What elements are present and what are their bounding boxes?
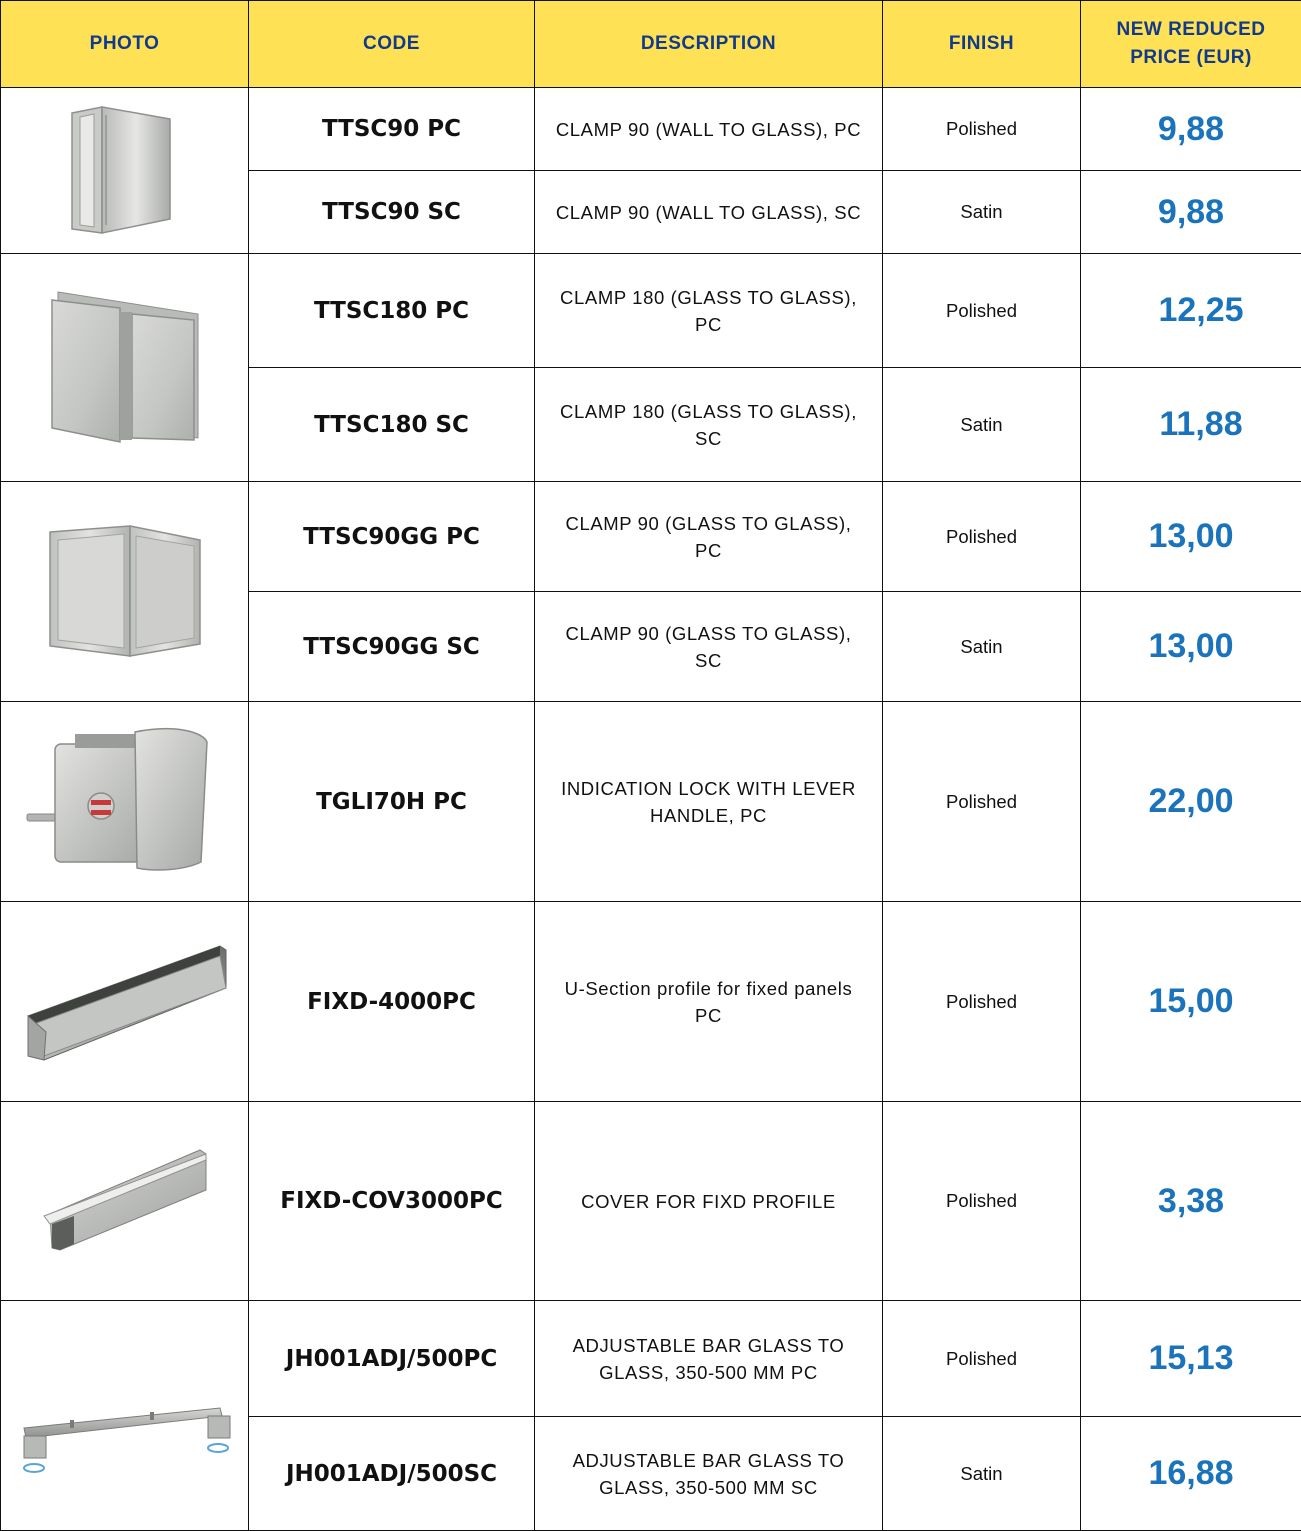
table-row [1,702,1301,902]
header-finish: FINISH [883,1,1081,88]
product-description [535,482,883,592]
product-description [535,1301,883,1417]
photo-cell [1,1102,249,1301]
product-price [1081,368,1301,482]
description-line: ADJUSTABLE BAR GLASS TO [573,1450,845,1471]
product-code: TTSC90 SC [249,171,535,254]
product-finish: Satin [883,1417,1081,1531]
photo-cell [1,902,249,1102]
product-price [1081,1102,1301,1301]
clamp-90-wall-to-glass-icon [60,101,190,241]
product-code: TGLI70H PC [249,702,535,902]
header-photo: PHOTO [1,1,249,88]
description-line: INDICATION LOCK WITH LEVER [561,778,856,799]
product-code: TTSC180 SC [249,368,535,482]
description-line: COVER FOR FIXD PROFILE [581,1191,836,1212]
description-line: CLAMP 90 (WALL TO GLASS), SC [556,202,861,223]
header-row [1,1,1301,88]
product-description [535,1417,883,1531]
description-line: PC [695,1005,722,1026]
price-value: 9,88 [1158,110,1224,148]
photo-cell [1,482,249,702]
photo-cell [1,88,249,254]
product-description [535,902,883,1102]
price-value: 3,38 [1158,1182,1224,1220]
product-description [535,1102,883,1301]
description-line: PC [695,314,722,335]
product-price [1081,482,1301,592]
price-value: 13,00 [1148,627,1233,665]
product-finish: Satin [883,368,1081,482]
product-price [1081,902,1301,1102]
description-line: CLAMP 90 (WALL TO GLASS), PC [556,119,861,140]
table-row [1,902,1301,1102]
price-value: 15,00 [1148,982,1233,1020]
u-section-profile-icon [20,932,230,1072]
header-description: DESCRIPTION [535,1,883,88]
adjustable-bar-icon [10,1406,240,1496]
product-finish: Polished [883,702,1081,902]
price-value: 11,88 [1159,405,1242,443]
product-finish: Polished [883,1102,1081,1301]
product-price [1081,1301,1301,1417]
price-value: 15,13 [1148,1339,1233,1377]
product-price [1081,88,1301,171]
table-row [1,254,1301,368]
product-description [535,702,883,902]
price-value: 16,88 [1148,1454,1233,1492]
header-price-line1: NEW REDUCED [1116,19,1265,40]
description-line: ADJUSTABLE BAR GLASS TO [573,1335,845,1356]
clamp-180-glass-to-glass-icon [40,288,210,448]
description-line: U-Section profile for fixed panels [565,978,853,999]
table-row [1,1301,1301,1417]
photo-cell [1,702,249,902]
product-finish: Polished [883,88,1081,171]
description-line: SC [695,650,722,671]
photo-cell [1,254,249,482]
product-description [535,88,883,171]
table-row [1,1102,1301,1301]
product-code: JH001ADJ/500PC [249,1301,535,1417]
header-price-line2: PRICE (EUR) [1130,47,1252,68]
product-price [1081,702,1301,902]
product-code: TTSC180 PC [249,254,535,368]
product-code: JH001ADJ/500SC [249,1417,535,1531]
product-code: TTSC90 PC [249,88,535,171]
price-value: 22,00 [1148,782,1233,820]
photo-cell [1,1301,249,1531]
header-code: CODE [249,1,535,88]
price-value: 12,25 [1158,291,1243,329]
product-price [1081,592,1301,702]
indication-lock-icon [25,722,225,882]
product-price [1081,254,1301,368]
price-value: 13,00 [1148,517,1233,555]
clamp-90-glass-to-glass-icon [40,522,210,662]
description-line: SC [695,428,722,449]
product-description [535,368,883,482]
cover-profile-icon [30,1146,220,1256]
product-code: FIXD-COV3000PC [249,1102,535,1301]
description-line: CLAMP 90 (GLASS TO GLASS), [565,623,851,644]
description-line: GLASS, 350-500 MM PC [599,1362,818,1383]
description-line: CLAMP 90 (GLASS TO GLASS), [565,513,851,534]
description-line: CLAMP 180 (GLASS TO GLASS), [560,401,857,422]
description-line: GLASS, 350-500 MM SC [599,1477,818,1498]
product-description [535,254,883,368]
product-finish: Polished [883,1301,1081,1417]
description-line: CLAMP 180 (GLASS TO GLASS), [560,287,857,308]
product-finish: Polished [883,254,1081,368]
product-finish: Polished [883,902,1081,1102]
table-row [1,88,1301,171]
description-line: PC [695,540,722,561]
product-description [535,171,883,254]
product-description [535,592,883,702]
product-code: FIXD-4000PC [249,902,535,1102]
product-code: TTSC90GG PC [249,482,535,592]
product-finish: Satin [883,592,1081,702]
table-row [1,482,1301,592]
price-value: 9,88 [1158,193,1224,231]
header-price [1081,1,1301,88]
product-finish: Satin [883,171,1081,254]
product-price [1081,1417,1301,1531]
product-code: TTSC90GG SC [249,592,535,702]
product-price [1081,171,1301,254]
description-line: HANDLE, PC [650,805,767,826]
product-finish: Polished [883,482,1081,592]
